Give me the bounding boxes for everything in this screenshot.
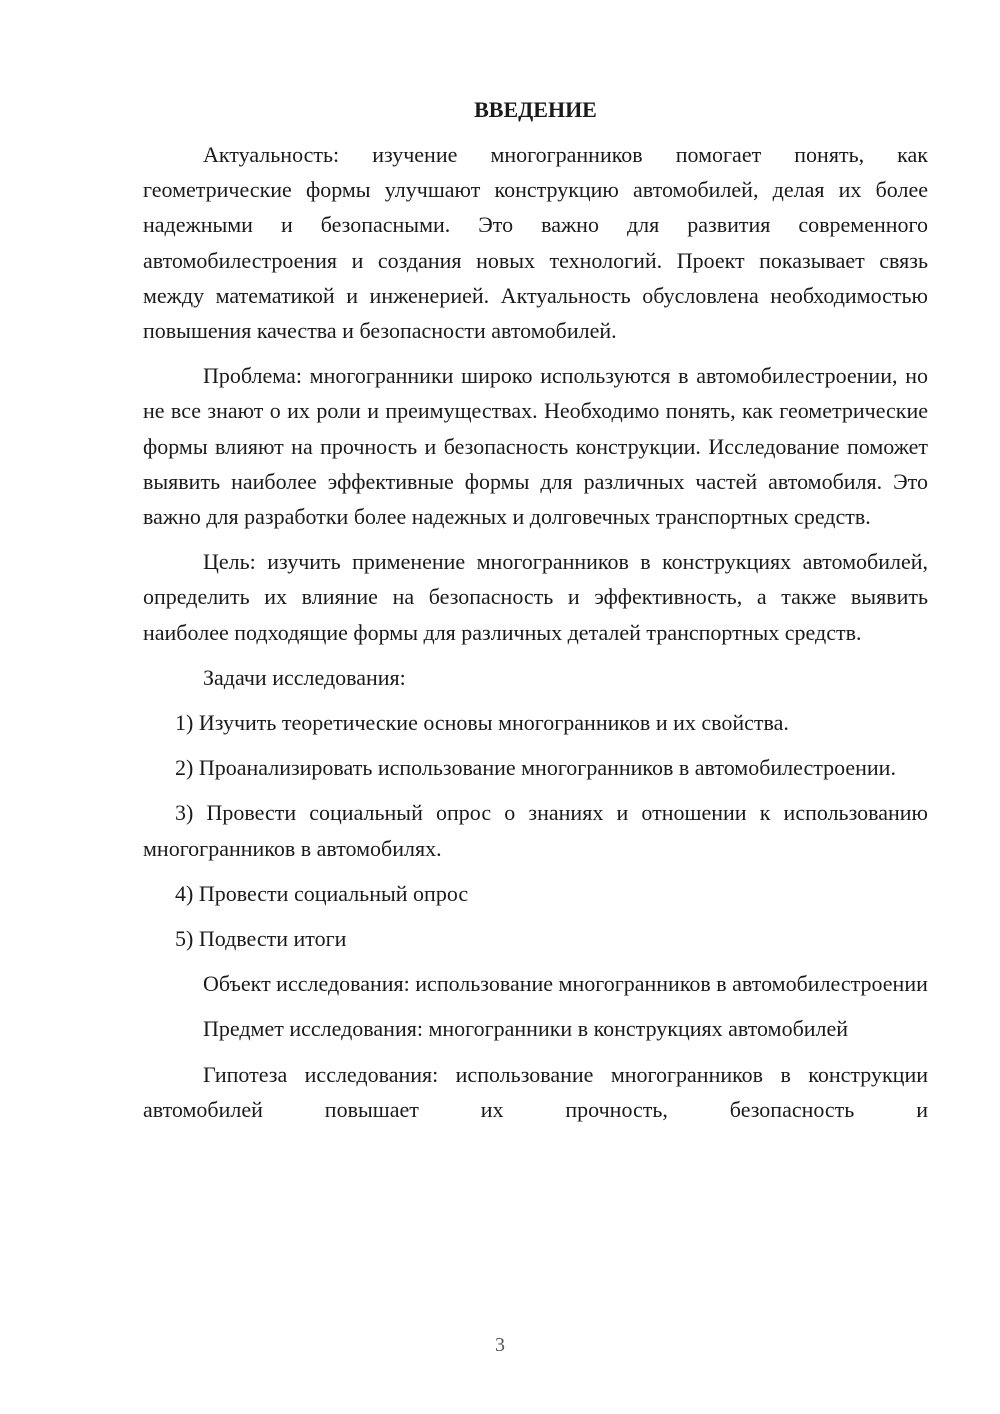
paragraph-subject: Предмет исследования: многогранники в конструкциях автомобилей — [203, 1016, 849, 1042]
document-page — [143, 92, 928, 1127]
task-item-1: 1) Изучить теоретические основы многогранников и их свойства. — [175, 710, 789, 736]
task-item-3: 3) Провести социальный опрос о знаниях и отношении к использованию многогранников в автомобилях. — [143, 800, 928, 861]
paragraph-object: Объект исследования: использование многогранников в автомобилестроении — [203, 971, 928, 997]
task-item-4: 4) Провести социальный опрос — [175, 880, 469, 906]
paragraph-relevance: Актуальность: изучение многогранников помогает понять, как геометрические формы улучшают конструкцию автомобилей, делая их более надежными и безопасными. Это важно для развития современного автомобилестроения и создания новых технологий. Проект показывает связь между математикой и инженерией. Актуальность обусловлена необходимостью повышения качества и безопасности автомобилей. — [143, 142, 928, 344]
task-item-5: 5) Подвести итоги — [175, 926, 347, 952]
paragraph-problem: Проблема: многогранники широко используются в автомобилестроении, но не все знают о их роли и преимуществах. Необходимо понять, как геометрические формы влияют на прочность и безопасность конструкции. Исследование поможет выявить наиболее эффективные формы для различных частей автомобиля. Это важно для разработки более надежных и долговечных транспортных средств. — [143, 363, 928, 530]
paragraph-goal: Цель: изучить применение многогранников в конструкциях автомобилей, определить их влияние на безопасность и эффективность, а также выявить наиболее подходящие формы для различных деталей транспортных средств. — [143, 549, 928, 645]
page-title: ВВЕДЕНИЕ — [474, 97, 597, 122]
task-item-2: 2) Проанализировать использование многогранников в автомобилестроении. — [175, 755, 896, 781]
page-number: 3 — [495, 1334, 505, 1356]
paragraph-hypothesis: Гипотеза исследования: использование многогранников в конструкции автомобилей повышает их прочность, безопасность и — [143, 1061, 928, 1122]
tasks-heading: Задачи исследования: — [203, 664, 406, 690]
